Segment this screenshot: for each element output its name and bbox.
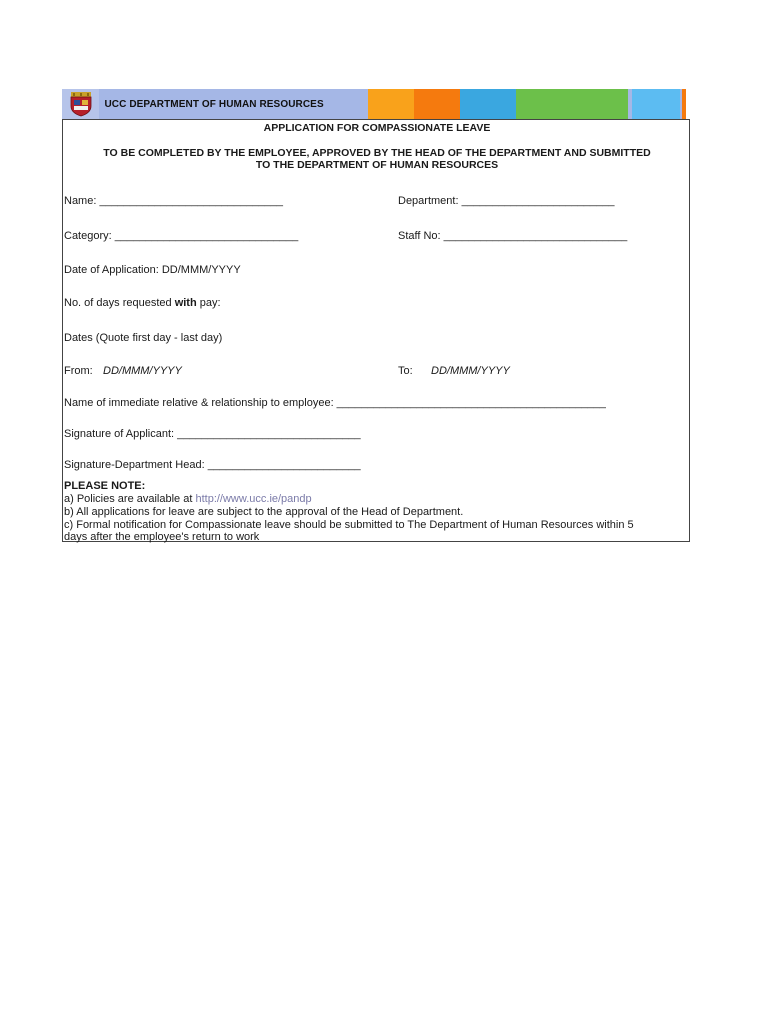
days-requested-with: with: [174, 297, 197, 309]
header-banner: [62, 89, 686, 119]
note-a-text: a) Policies are available at: [64, 493, 196, 505]
department-field[interactable]: Department: _________________________: [398, 195, 615, 207]
name-field[interactable]: Name: ______________________________: [64, 195, 283, 207]
department-head-signature-field[interactable]: Signature-Department Head: _________________________: [64, 459, 361, 471]
category-field[interactable]: Category: ______________________________: [64, 230, 299, 242]
color-band: [368, 89, 414, 119]
instruction-line-2: TO THE DEPARTMENT OF HUMAN RESOURCES: [255, 159, 499, 171]
form-title: APPLICATION FOR COMPASSIONATE LEAVE: [263, 122, 491, 134]
staff-no-field[interactable]: Staff No: ______________________________: [398, 230, 628, 242]
relative-field[interactable]: Name of immediate relative & relationship to employee: ____________________________________________: [64, 397, 606, 409]
days-requested-field[interactable]: [64, 297, 221, 310]
header-title: UCC DEPARTMENT OF HUMAN RESOURCES: [104, 98, 324, 110]
color-band: [460, 89, 516, 119]
color-bands: [350, 89, 686, 119]
from-date-field[interactable]: DD/MMM/YYYY: [103, 365, 182, 377]
from-label: From:: [64, 365, 93, 377]
note-a: [64, 493, 312, 506]
note-b: b) All applications for leave are subject to the approval of the Head of Department.: [64, 506, 464, 518]
to-date-field[interactable]: DD/MMM/YYYY: [431, 365, 510, 377]
color-band: [516, 89, 628, 119]
note-heading: PLEASE NOTE:: [64, 480, 146, 492]
policies-link[interactable]: http://www.ucc.ie/pandp: [195, 493, 312, 505]
note-c-line-1: c) Formal notification for Compassionate leave should be submitted to The Department of Human Resources within 5: [64, 519, 634, 531]
instruction-line-1: TO BE COMPLETED BY THE EMPLOYEE, APPROVED BY THE HEAD OF THE DEPARTMENT AND SUBMITTED: [103, 147, 651, 159]
date-of-application-field[interactable]: Date of Application: DD/MMM/YYYY: [64, 264, 241, 276]
compassionate-leave-form: [62, 119, 690, 542]
band-spacer: [350, 89, 368, 119]
color-band: [682, 89, 686, 119]
note-c-line-2: days after the employee's return to work: [64, 531, 260, 543]
dates-label: Dates (Quote first day - last day): [64, 332, 223, 344]
color-band: [414, 89, 460, 119]
days-requested-pre: No. of days requested: [64, 297, 175, 309]
color-band: [632, 89, 680, 119]
to-label: To:: [398, 365, 413, 377]
applicant-signature-field[interactable]: Signature of Applicant: ______________________________: [64, 428, 361, 440]
days-requested-post: pay:: [196, 297, 221, 309]
university-crest-icon: [62, 89, 99, 119]
